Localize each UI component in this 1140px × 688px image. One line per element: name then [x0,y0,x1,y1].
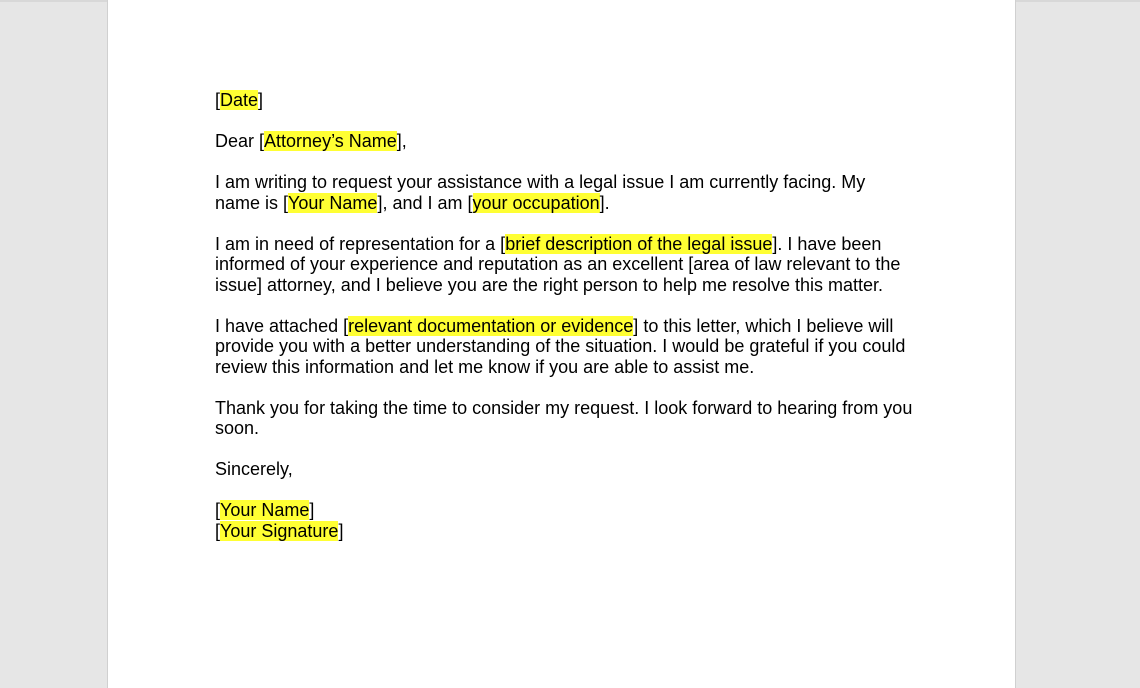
paragraph-intro: I am writing to request your assistance with a legal issue I am currently facing. My name is [Your Name], and I am [your occupation]. [215,172,866,213]
paragraph-thanks: Thank you for taking the time to consider my request. I look forward to hearing from you soon. [215,397,913,438]
salutation-prefix: Dear [215,131,255,151]
date-line: [Date] [215,90,264,110]
signature-placeholder: Your Signature [220,520,339,541]
paragraph-representation-text: I am in need of representation for a [215,233,496,254]
attorney-name-placeholder: Attorney’s Name [264,131,397,151]
legal-issue-placeholder: brief description of the legal issue [505,233,773,254]
paragraph-documentation-text-2: to this letter, which I believe will provide you with a better understanding of the situation. I would be grateful if you could review this information and let me know if you are able to assist me. [215,315,906,377]
your-name-placeholder: Your Name [288,192,378,213]
paragraph-intro-text: I am writing to request your assistance with a legal issue I am currently facing. My name is [215,172,866,213]
signature-block [215,500,915,541]
occupation-placeholder: your occupation [472,192,600,213]
letter-body [215,90,915,541]
paragraph-documentation: I have attached [relevant documentation or evidence] to this letter, which I believe will provide you with a better understanding of the situation. I would be grateful if you could review this information and let me know if you are able to assist me. [215,315,906,377]
paragraph-representation: I am in need of representation for a [brief description of the legal issue]. I have been informed of your experience and reputation as an excellent [area of law relevant to the issue] attorney, and I believe you are the right person to help me resolve this matter. [215,233,901,295]
documentation-placeholder: relevant documentation or evidence [348,315,634,336]
paragraph-representation-text-2: . I have been informed of your experience and reputation as an excellent [area of law relevant to the issue] attorney, and I believe you are the right person to help me resolve this matter. [215,233,901,295]
paragraph-documentation-text: I have attached [215,315,339,336]
salutation: Dear [Attorney’s Name], [215,131,407,151]
closing: Sincerely, [215,459,293,479]
paragraph-intro-text-2: , and I am [382,192,463,213]
document-page[interactable] [107,0,1016,688]
date-placeholder: Date [220,90,259,110]
signature-name-placeholder: Your Name [220,500,310,520]
signature-name-line: [Your Name] [215,500,315,520]
signature-line: [Your Signature] [215,520,344,541]
